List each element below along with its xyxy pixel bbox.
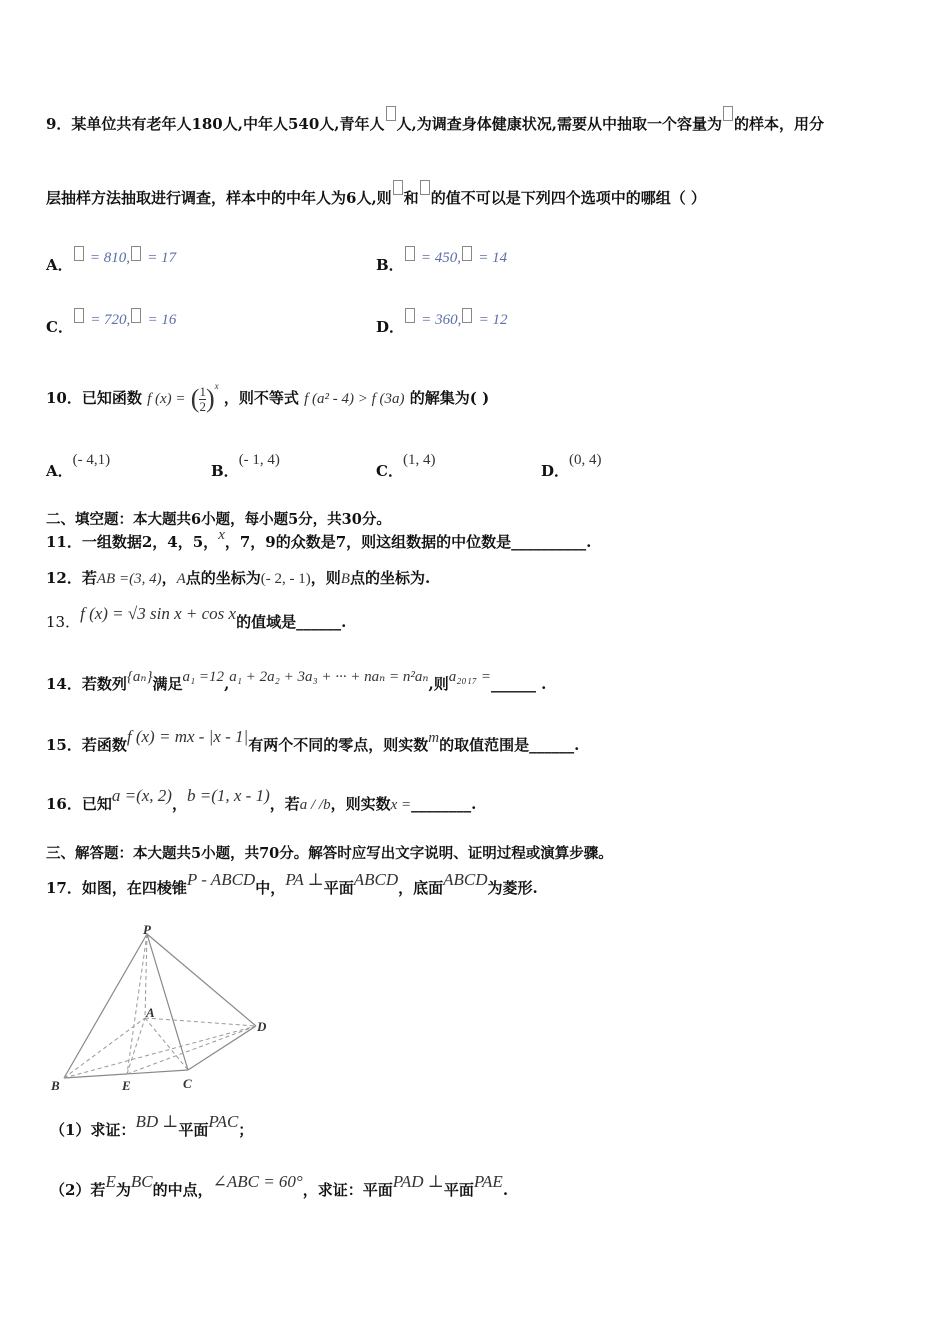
q17-part2: （2）若E为BC的中点，∠ABC = 60°，求证：平面PAD ⊥平面PAE.	[50, 1172, 509, 1199]
placeholder-box	[462, 246, 472, 261]
fraction: $\frac{1}{2}$	[199, 383, 206, 414]
q11-line: 11．一组数据2，4，5，x，7，9的众数是7，则这组数据的中位数是__________.	[46, 527, 592, 551]
q9-option-d[interactable]: D． = 360, = 12	[376, 308, 507, 329]
q10-line: 10．已知函数 f (x) = ( $\frac{1}{2}$ )$^x$ ，则不等式 f (a² - 4) > f (3a) 的解集为( )	[46, 381, 490, 414]
q12-line: 12．若AB =(3, 4)，A点的坐标为(- 2, - 1)，则B点的坐标为.	[46, 569, 431, 587]
placeholder-box	[386, 106, 396, 121]
placeholder-box	[393, 180, 403, 195]
q9-option-b[interactable]: B． = 450, = 14	[376, 246, 507, 267]
q9-line1: 9．某单位共有老年人180人,中年人540人,青年人 人,为调查身体健康状况,需要从中抽取一个容量为 的样本，用分	[46, 114, 824, 134]
q17-part1: （1）求证：BD ⊥平面PAC；	[50, 1112, 254, 1139]
placeholder-box	[405, 246, 415, 261]
section-fill-in-title: 二、填空题：本大题共6小题，每小题5分，共30分。	[46, 511, 391, 528]
vertex-label-p: P	[143, 922, 151, 937]
q9-option-a[interactable]: A． = 810, = 17	[46, 246, 176, 267]
placeholder-box	[420, 180, 430, 195]
q10-option-a[interactable]: A．(- 4,1)	[46, 452, 111, 480]
placeholder-box	[131, 246, 141, 261]
placeholder-box	[723, 106, 733, 121]
q9-option-c[interactable]: C． = 720, = 16	[46, 308, 176, 329]
placeholder-box	[131, 308, 141, 323]
q17-line: 17．如图，在四棱锥P - ABCD中，PA ⊥平面ABCD，底面ABCD为菱形.	[46, 870, 538, 897]
placeholder-box	[462, 308, 472, 323]
q13-line: 13．f (x) = √3 sin x + cos x的值域是______.	[46, 604, 347, 631]
q10-option-c[interactable]: C．(1, 4)	[376, 452, 436, 480]
vertex-label-c: C	[183, 1076, 192, 1091]
vertex-label-b: B	[51, 1078, 60, 1093]
q14-line: 14．若数列{aₙ}满足a₁ =12,a₁ + 2a₂ + 3a₃ + ··· + naₙ = n²aₙ,则a₂₀₁₇ =______ .	[46, 669, 547, 693]
q16-line: 16．已知a =(x, 2)，b =(1, x - 1)，若a / /b，则实数x =________.	[46, 786, 477, 813]
q15-line: 15．若函数f (x) = mx - |x - 1|有两个不同的零点，则实数m的取值范围是______.	[46, 727, 580, 754]
vertex-label-a: A	[146, 1005, 155, 1020]
pyramid-figure	[44, 920, 284, 1100]
vertex-label-d: D	[257, 1019, 267, 1034]
vertex-label-e: E	[122, 1078, 131, 1093]
q9-line2: 层抽样方法抽取进行调查，样本中的中年人为6人,则 和 的值不可以是下列四个选项中的哪组（ ）	[46, 188, 706, 208]
q10-option-d[interactable]: D．(0, 4)	[541, 452, 602, 480]
section-solve-title: 三、解答题：本大题共5小题，共70分。解答时应写出文字说明、证明过程或演算步骤。	[46, 845, 613, 862]
placeholder-box	[74, 246, 84, 261]
q10-option-b[interactable]: B．(- 1, 4)	[211, 452, 280, 480]
placeholder-box	[74, 308, 84, 323]
placeholder-box	[405, 308, 415, 323]
